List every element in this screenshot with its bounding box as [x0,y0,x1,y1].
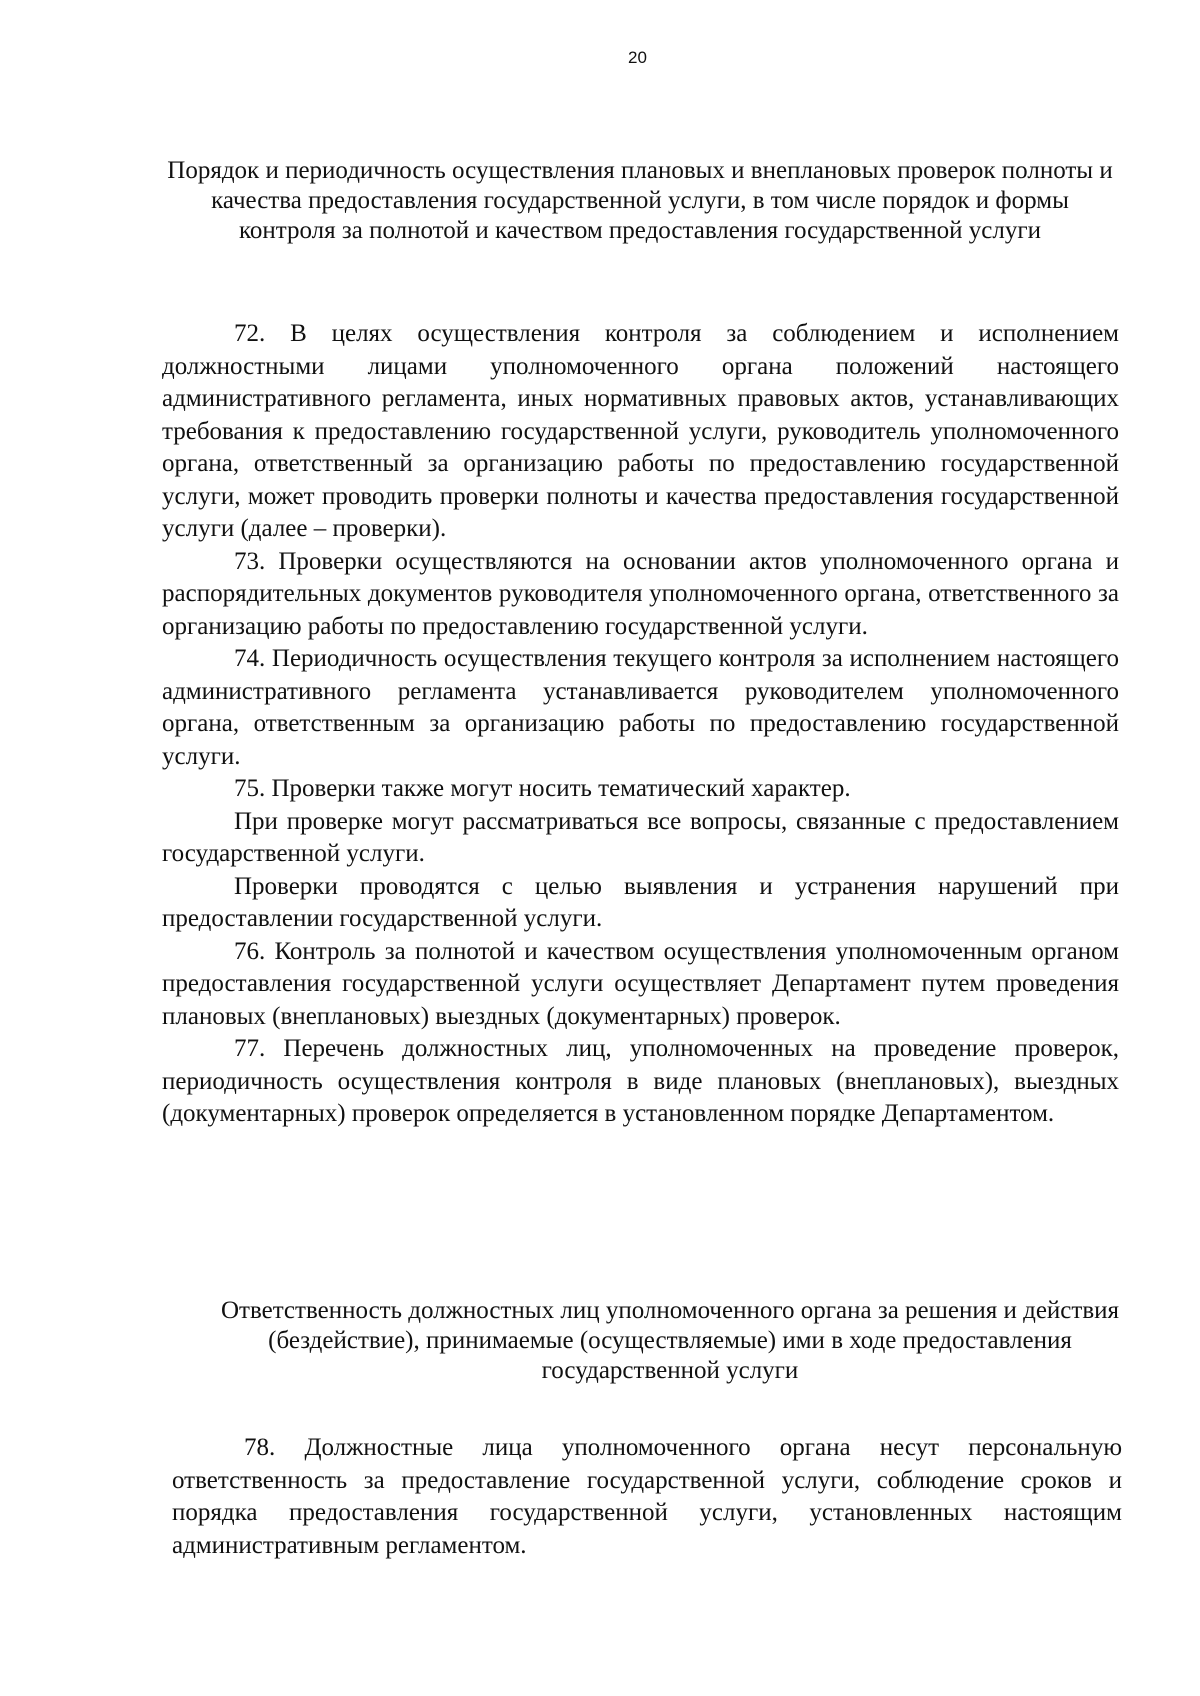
paragraph-75: 75. Проверки также могут носить тематический характер. [234,775,851,802]
paragraph-75-purpose: Проверки проводятся с целью выявления и устранения нарушений при предоставлении государственной услуги. [162,872,1119,932]
section-heading-responsibility: Ответственность должностных лиц уполномоченного органа за решения и действия (бездействие), принимаемые (осуществляемые) ими в ходе предоставления государственной услуги [220,1297,1120,1384]
paragraph-76: 76. Контроль за полнотой и качеством осуществления уполномоченным органом предоставления государственной услуги осуществляет Департамент путем проведения плановых (внеплановых) выездных (документарных) проверок. [162,937,1119,1030]
paragraph-75-questions: При проверке могут рассматриваться все вопросы, связанные с предоставлением государственной услуги. [162,807,1119,867]
paragraph-78: 78. Должностные лица уполномоченного органа несут персональную ответственность за предоставление государственной услуги, соблюдение сроков и порядка предоставления государственной услуги, установленных настоящим административным регламентом. [172,1434,1122,1559]
paragraph-73: 73. Проверки осуществляются на основании актов уполномоченного органа и распорядительных документов руководителя уполномоченного органа, ответственного за организацию работы по предоставлению государственной услуги. [162,547,1119,640]
paragraph-72: 72. В целях осуществления контроля за соблюдением и исполнением должностными лицами уполномоченного органа положений настоящего административного регламента, иных нормативных правовых актов, устанавливающих требования к предоставлению государственной услуги, руководитель уполномоченного органа, ответственный за организацию работы по предоставлению государственной услуги, может проводить проверки полноты и качества предоставления государственной услуги (далее – проверки). [162,320,1119,542]
paragraph-77: 77. Перечень должностных лиц, уполномоченных на проведение проверок, периодичность осуществления контроля в виде плановых (внеплановых), выездных (документарных) проверок определяется в установленном порядке Департаментом. [162,1035,1119,1127]
section-heading-inspections: Порядок и периодичность осуществления плановых и внеплановых проверок полноты и качества предоставления государственной услуги, в том числе порядок и формы контроля за полнотой и качеством предоставления государственной услуги [167,157,1113,244]
page-number: 20 [628,48,647,67]
section-body-inspections [162,318,1119,1131]
section-body-responsibility [172,1432,1122,1562]
paragraph-74: 74. Периодичность осуществления текущего контроля за исполнением настоящего административного регламента устанавливается руководителем уполномоченного органа, ответственным за организацию работы по предоставлению государственной услуги. [162,645,1119,770]
